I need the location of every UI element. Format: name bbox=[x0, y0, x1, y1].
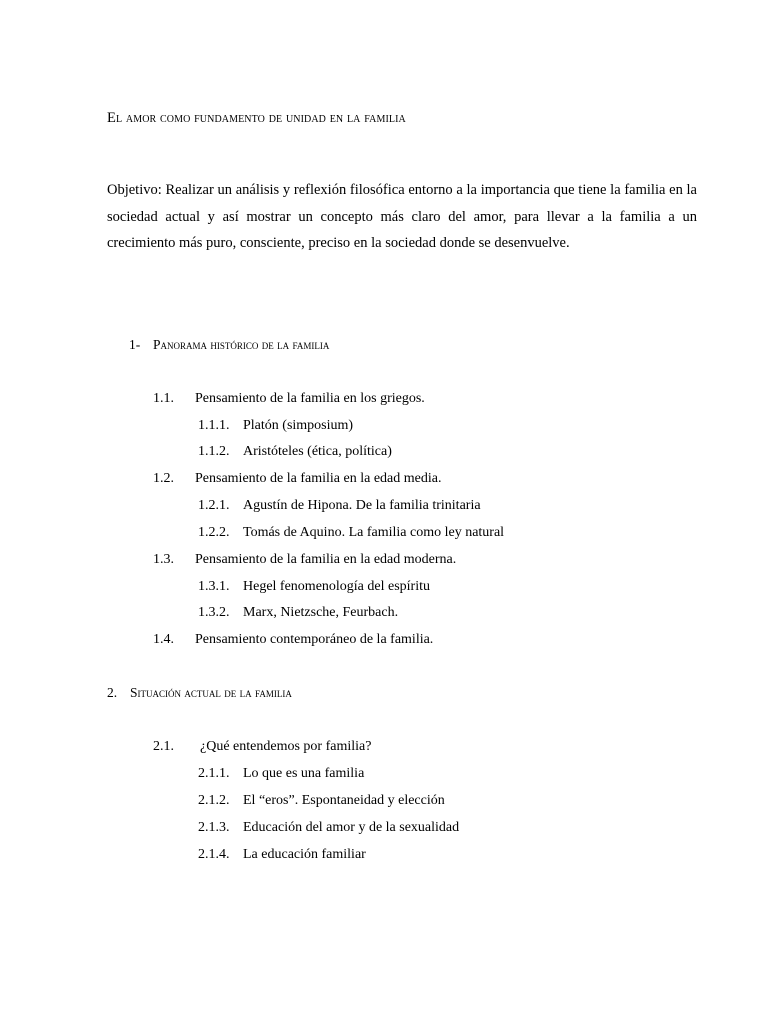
outline-number: 2.1.1. bbox=[198, 766, 230, 781]
outline-text: Pensamiento de la familia en los griegos. bbox=[195, 391, 425, 406]
outline-text: Pensamiento de la familia en la edad moderna. bbox=[195, 552, 457, 567]
outline-text: Lo que es una familia bbox=[243, 766, 365, 781]
outline-text: Pensamiento contemporáneo de la familia. bbox=[195, 632, 434, 647]
outline-text: ¿Qué entendemos por familia? bbox=[200, 739, 372, 754]
outline-text: La educación familiar bbox=[243, 847, 366, 862]
outline-number: 1.2.2. bbox=[198, 525, 230, 540]
outline-text: Aristóteles (ética, política) bbox=[243, 444, 392, 459]
section-2-title: Situación actual de la familia bbox=[130, 685, 292, 700]
outline-text: Hegel fenomenología del espíritu bbox=[243, 579, 430, 594]
outline-number: 1.2. bbox=[153, 471, 174, 486]
outline-number: 1.4. bbox=[153, 632, 174, 647]
outline-number: 1.1.1. bbox=[198, 418, 230, 433]
outline-number: 2.1.2. bbox=[198, 793, 230, 808]
outline-number: 1.1. bbox=[153, 391, 174, 406]
outline-text: Pensamiento de la familia en la edad media. bbox=[195, 471, 442, 486]
document-title: El amor como fundamento de unidad en la familia bbox=[107, 110, 406, 126]
section-2-heading bbox=[107, 685, 292, 701]
outline-number: 1.2.1. bbox=[198, 498, 230, 513]
outline-number: 2.1. bbox=[153, 739, 174, 754]
section-2-number: 2. bbox=[107, 685, 118, 700]
outline-text: Tomás de Aquino. La familia como ley natural bbox=[243, 525, 505, 540]
outline-number: 1.3. bbox=[153, 552, 174, 567]
section-1-number: 1- bbox=[129, 337, 141, 352]
outline-text: Agustín de Hipona. De la familia trinitaria bbox=[243, 498, 481, 513]
outline-text: Platón (simposium) bbox=[243, 418, 354, 433]
outline-number: 1.3.1. bbox=[198, 579, 230, 594]
outline-text: Educación del amor y de la sexualidad bbox=[243, 820, 460, 835]
outline-number: 1.1.2. bbox=[198, 444, 230, 459]
outline-number: 2.1.4. bbox=[198, 847, 230, 862]
outline-text: Marx, Nietzsche, Feurbach. bbox=[243, 605, 399, 620]
section-1-heading bbox=[129, 337, 329, 353]
outline-text: El “eros”. Espontaneidad y elección bbox=[243, 793, 445, 808]
section-1-title: Panorama histórico de la familia bbox=[153, 337, 330, 352]
outline-number: 1.3.2. bbox=[198, 605, 230, 620]
objective-paragraph: Objetivo: Realizar un análisis y reflexión filosófica entorno a la importancia que tiene la familia en la sociedad actual y así mostrar un concepto más claro del amor, para llevar a la familia a un crecimiento más puro, consciente, preciso en la sociedad donde se desenvuelve. bbox=[107, 182, 697, 252]
outline-number: 2.1.3. bbox=[198, 820, 230, 835]
